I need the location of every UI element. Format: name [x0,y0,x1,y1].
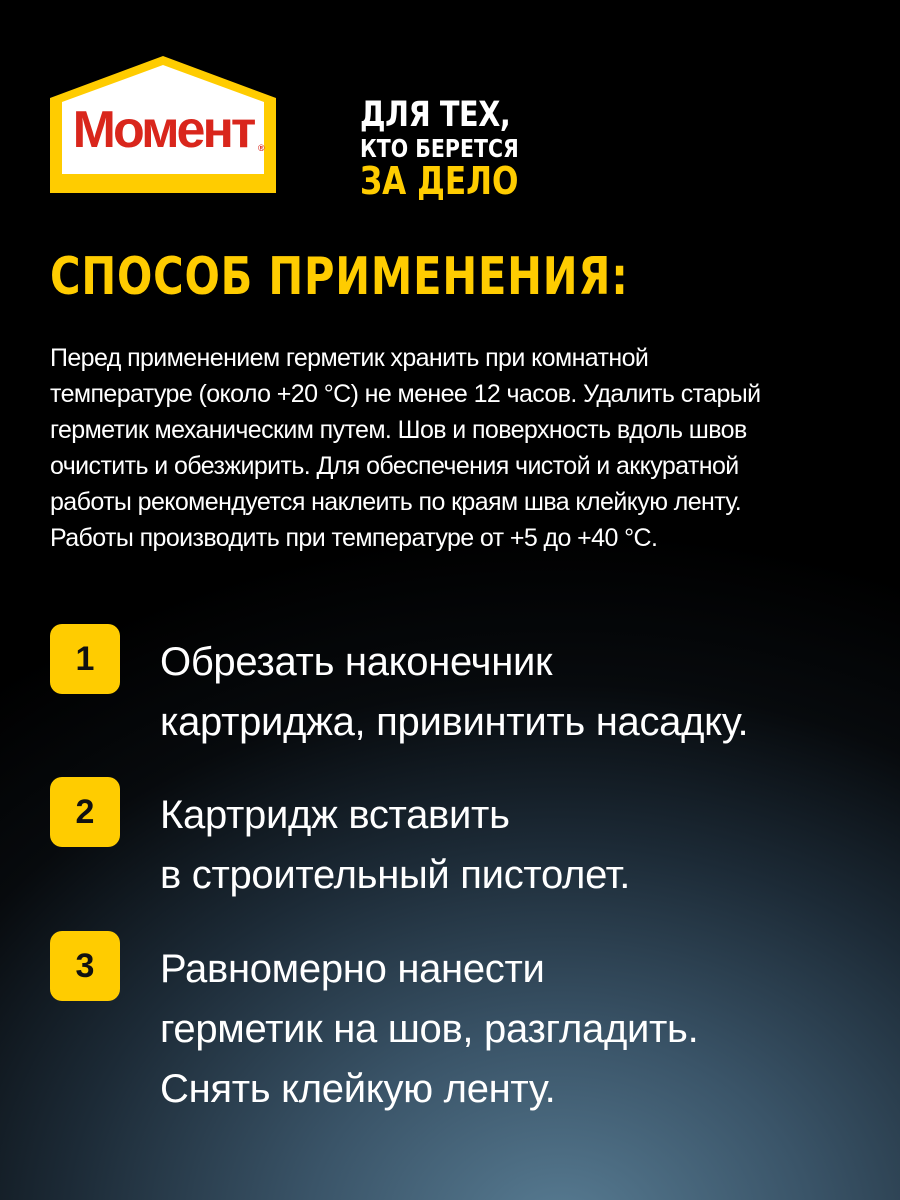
registered-mark: ® [258,143,265,153]
description-line: очистить и обезжирить. Для обеспечения чистой и аккуратной [50,452,739,480]
step-number-badge: 1 [50,624,120,694]
description-line: Перед применением герметик хранить при комнатной [50,344,649,372]
step-number-badge: 2 [50,777,120,847]
step-text [160,785,630,905]
description-line: герметик механическим путем. Шов и поверхность вдоль швов [50,416,747,444]
slogan-line-3: ЗА ДЕЛО [360,159,519,203]
slogan-line-2: КТО БЕРЕТСЯ [360,134,519,163]
description-line: температуре (около +20 °С) не менее 12 часов. Удалить старый [50,380,761,408]
step-text [160,939,698,1119]
step-line: Равномерно нанести [160,947,545,991]
step-text [160,632,748,752]
logo-wordmark: Момент [72,101,254,159]
description-line: Работы производить при температуре от +5 до +40 °С. [50,524,658,552]
step-line: Картридж вставить [160,793,510,837]
description-line: работы рекомендуется наклеить по краям шва клейкую ленту. [50,488,742,516]
usage-description [50,340,850,556]
slogan [360,95,519,203]
step-line: картриджа, привинтить насадку. [160,700,749,744]
slogan-line-1: ДЛЯ ТЕХ, [360,95,511,135]
step-line: в строительный пистолет. [160,853,631,897]
page-title: СПОСОБ ПРИМЕНЕНИЯ: [50,247,629,307]
step-number-badge: 3 [50,931,120,1001]
step-line: Обрезать наконечник [160,640,553,684]
step-line: герметик на шов, разгладить. [160,1007,699,1051]
moment-logo [50,56,276,193]
step-line: Снять клейкую ленту. [160,1067,556,1111]
